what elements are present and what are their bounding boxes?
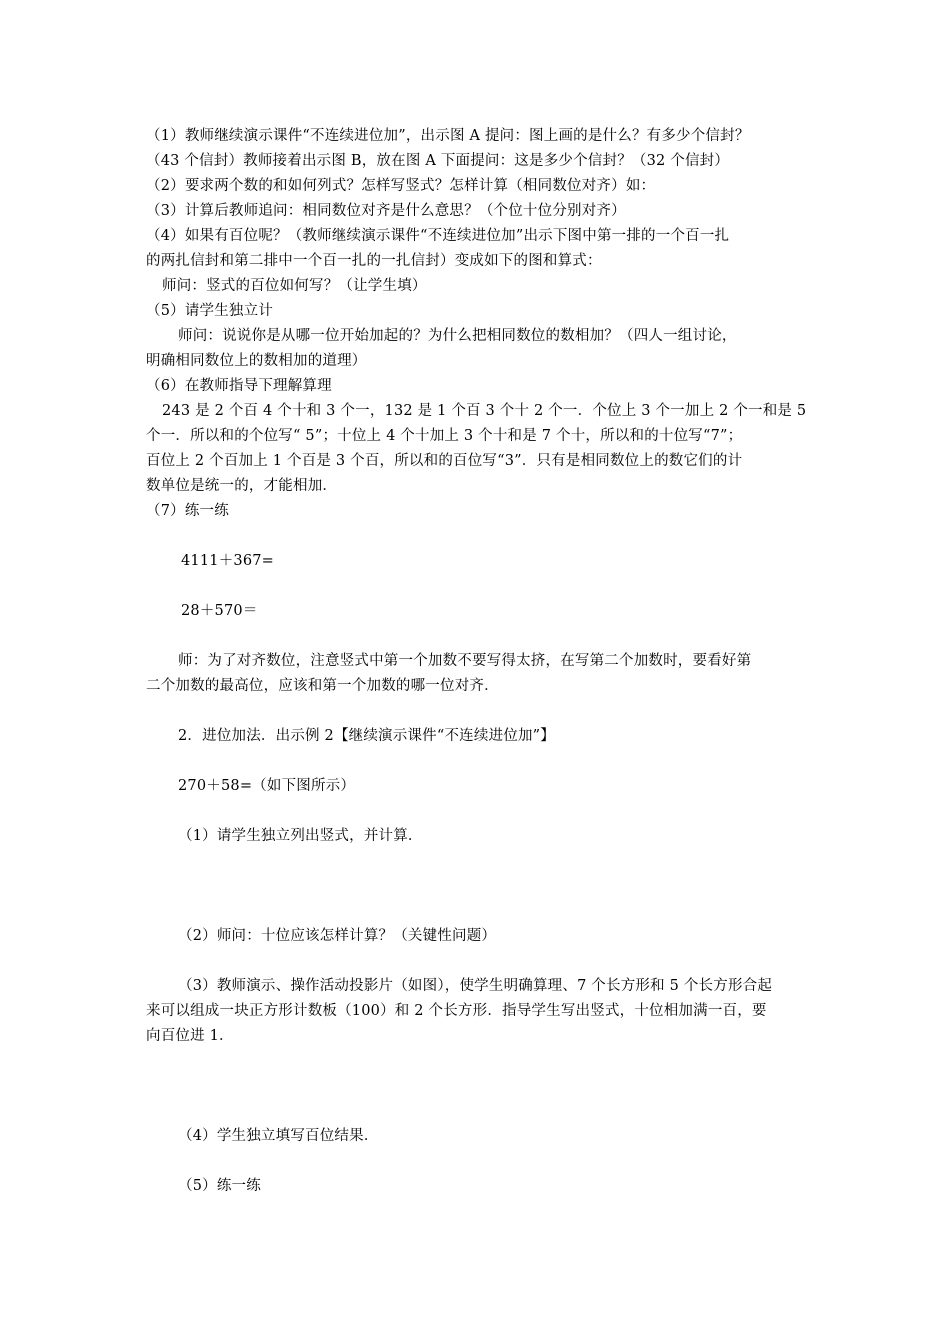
section-2-heading: 2．进位加法．出示例 2【继续演示课件“不连续进位加”】 bbox=[178, 728, 555, 744]
line-23: （1）请学生独立列出竖式，并计算． bbox=[178, 828, 423, 844]
line-19: 师：为了对齐数位，注意竖式中第一个加数不要写得太挤，在写第二个加数时，要看好第 bbox=[178, 653, 752, 669]
line-8: （5）请学生独立计 bbox=[146, 303, 274, 319]
line-10: 明确相同数位上的数相加的道理） bbox=[146, 353, 367, 369]
line-28: （4）学生独立填写百位结果． bbox=[178, 1128, 379, 1144]
line-29: （5）练一练 bbox=[178, 1178, 261, 1194]
line-5: （4）如果有百位呢？（教师继续演示课件“不连续进位加”出示下图中第一排的一个百一扎 bbox=[146, 228, 730, 244]
exercise-1: 4111＋367= bbox=[181, 553, 275, 569]
line-12: 243 是 2 个百 4 个十和 3 个一，132 是 1 个百 3 个十 2 个一．个位上 3 个一加上 2 个一和是 5 bbox=[162, 403, 807, 419]
line-3: （2）要求两个数的和如何列式？怎样写竖式？怎样计算（相同数位对齐）如： bbox=[146, 178, 656, 194]
line-7: 师问：竖式的百位如何写？（让学生填） bbox=[162, 278, 427, 294]
line-9: 师问：说说你是从哪一位开始加起的？为什么把相同数位的数相加？（四人一组讨论， bbox=[178, 328, 737, 344]
exercise-2: 28＋570＝ bbox=[181, 603, 258, 619]
line-6: 的两扎信封和第二排中一个百一扎的一扎信封）变成如下的图和算式： bbox=[146, 253, 602, 269]
line-16: （7）练一练 bbox=[146, 503, 229, 519]
line-2: （43 个信封）教师接着出示图 B，放在图 A 下面提问：这是多少个信封？（32 个信封） bbox=[146, 153, 730, 169]
line-11: （6）在教师指导下理解算理 bbox=[146, 378, 332, 394]
line-15: 数单位是统一的，才能相加． bbox=[146, 478, 338, 494]
example-2-expression: 270＋58=（如下图所示） bbox=[178, 778, 356, 794]
line-20: 二个加数的最高位，应该和第一个加数的哪一位对齐． bbox=[146, 678, 499, 694]
line-27: 向百位进 1． bbox=[146, 1028, 234, 1044]
line-14: 百位上 2 个百加上 1 个百是 3 个百，所以和的百位写“3”．只有是相同数位上的数它们的计 bbox=[146, 453, 743, 469]
line-25: （3）教师演示、操作活动投影片（如图），使学生明确算理、7 个长方形和 5 个长方形合起 bbox=[178, 978, 773, 994]
line-4: （3）计算后教师追问：相同数位对齐是什么意思？（个位十位分别对齐） bbox=[146, 203, 626, 219]
line-26: 来可以组成一块正方形计数板（100）和 2 个长方形．指导学生写出竖式，十位相加满一百，要 bbox=[146, 1003, 767, 1019]
line-24: （2）师问：十位应该怎样计算？（关键性问题） bbox=[178, 928, 497, 944]
line-1: （1）教师继续演示课件“不连续进位加”，出示图 A 提问：图上画的是什么？有多少个信封？ bbox=[146, 128, 750, 144]
line-13: 个一．所以和的个位写“ 5”；十位上 4 个十加上 3 个十和是 7 个十，所以和的十位写“7”； bbox=[146, 428, 743, 444]
